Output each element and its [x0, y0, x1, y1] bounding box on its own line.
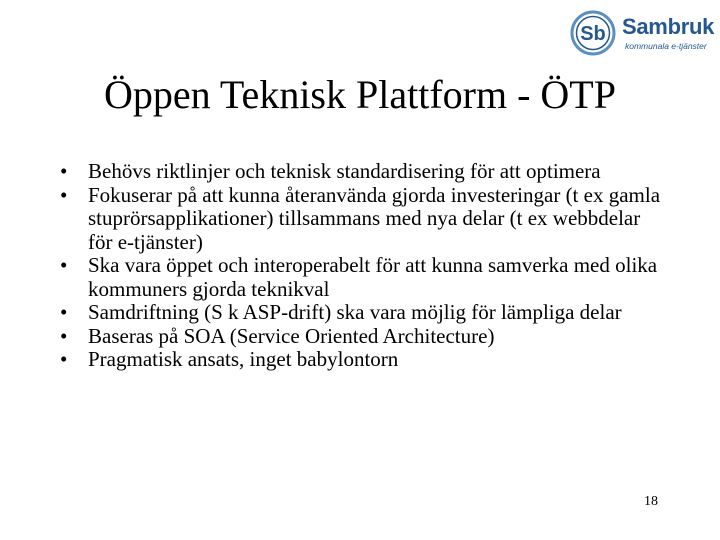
bullet-item	[60, 184, 665, 255]
bullet-item	[60, 301, 665, 325]
bullet-text: Baseras på SOA (Service Oriented Architecture)	[88, 323, 495, 348]
logo-tagline: kommunala e-tjänster	[625, 41, 707, 51]
bullet-symbol: •	[60, 300, 68, 324]
bullet-item	[60, 325, 665, 349]
logo-mark-letters: Sb	[580, 23, 606, 45]
bullet-text: Pragmatisk ansats, inget babylontorn	[88, 347, 399, 371]
sambruk-logo	[570, 10, 715, 56]
bullet-symbol: •	[60, 159, 68, 183]
bullet-text: Behövs riktlinjer och teknisk standardisering för att optimera	[88, 159, 601, 183]
bullet-list	[60, 160, 665, 372]
bullet-text: Fokuserar på att kunna återanvända gjorda investeringar (t ex gamla stuprörsapplikationer) tillsammans med nya delar (t ex webbdelar för e-tjänster)	[88, 182, 661, 254]
sambruk-emblem-icon	[570, 10, 616, 56]
bullet-symbol: •	[60, 182, 68, 207]
bullet-symbol: •	[60, 347, 68, 371]
bullet-symbol: •	[60, 253, 68, 277]
bullet-text: Samdriftning (S k ASP-drift) ska vara möjlig för lämpliga delar	[88, 300, 622, 324]
bullet-item	[60, 348, 665, 372]
slide-title: Öppen Teknisk Plattform - ÖTP	[104, 72, 616, 117]
bullet-item	[60, 160, 665, 184]
bullet-item	[60, 254, 665, 301]
bullet-symbol: •	[60, 323, 68, 348]
bullet-text: Ska vara öppet och interoperabelt för att kunna samverka med olika kommuners gjorda teknikval	[88, 253, 658, 301]
logo-name: Sambruk	[622, 14, 715, 39]
page-number: 18	[644, 494, 658, 509]
